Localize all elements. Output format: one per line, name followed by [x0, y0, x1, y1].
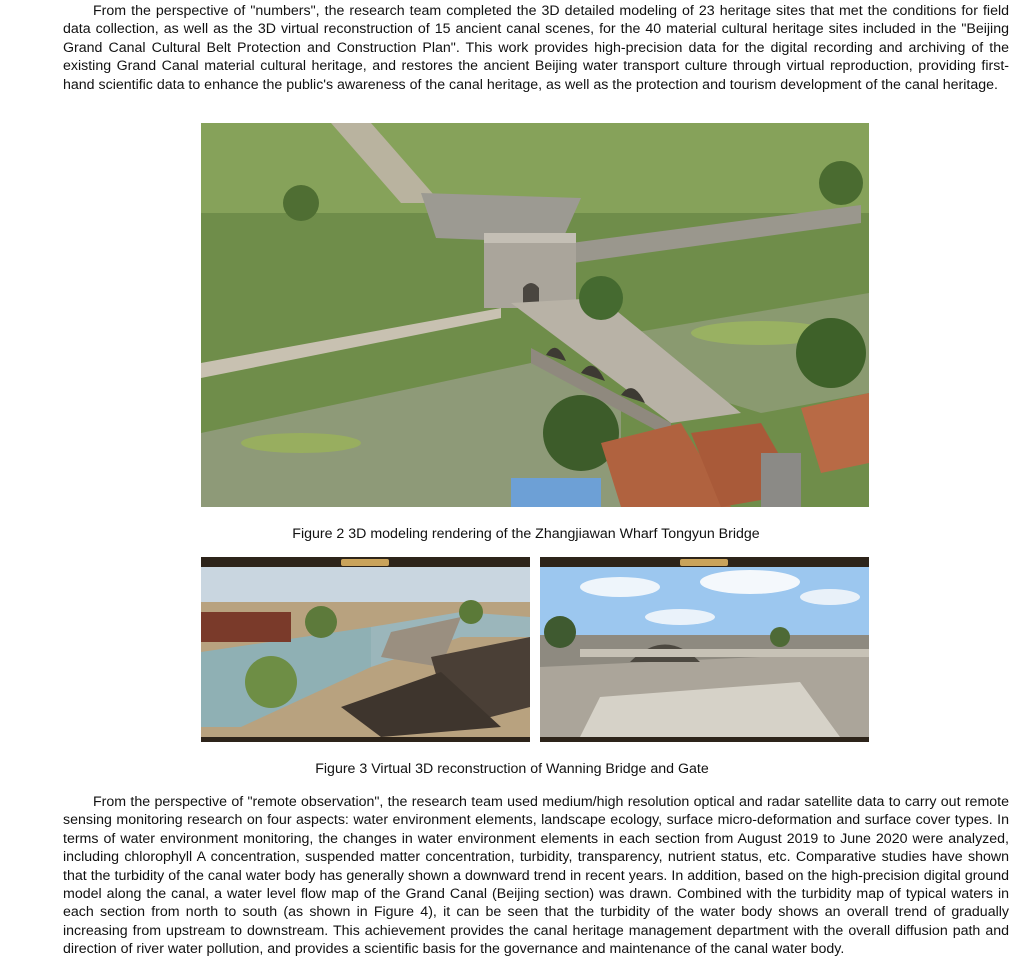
figure-3-caption: Figure 3 Virtual 3D reconstruction of Wanning Bridge and Gate — [315, 761, 709, 777]
figure-2-tongyun-bridge-image — [201, 123, 869, 507]
figure-3-left-reconstruction-image — [201, 557, 530, 742]
body-paragraph-remote-observation: From the perspective of "remote observation", the research team used medium/high resolution optical and radar satellite data to carry out remote sensing monitoring research on four aspects: water environment elements, landscape ecology, surface micro-deformation and surface cover types. In terms of water environment monitoring, the changes in water environment elements in each section from August 2019 to June 2020 were analyzed, including chlorophyll A concentration, suspended matter concentration, turbidity, transparency, nutrient status, etc. Comparative studies have shown that the turbidity of the canal water body has generally shown a downward trend in recent years. In addition, based on the high-precision digital ground model along the canal, a water level flow map of the Grand Canal (Beijing section) was drawn. Combined with the turbidity map of typical waters in each section from north to south (as shown in Figure 4), it can be seen that the turbidity of the water body shows an overall trend of gradually increasing from upstream to downstream. This achievement provides the canal heritage management department with the overall diffusion path and direction of river water pollution, and provides a scientific basis for the governance and maintenance of the canal water body. — [63, 794, 1009, 958]
figure-2-caption: Figure 2 3D modeling rendering of the Zhangjiawan Wharf Tongyun Bridge — [292, 526, 760, 542]
figure-3-right-reconstruction-image — [540, 557, 869, 742]
body-paragraph-numbers: From the perspective of "numbers", the research team completed the 3D detailed modeling of 23 heritage sites that met the conditions for field data collection, as well as the 3D virtual reconstruction of 15 ancient canal scenes, for the 40 material cultural heritage sites included in the "Beijing Grand Canal Cultural Belt Protection and Construction Plan". This work provides high-precision data for the digital recording and archiving of the existing Grand Canal material cultural heritage, and restores the ancient Beijing water transport culture through virtual reproduction, providing first-hand scientific data to enhance the public's awareness of the canal heritage, as well as the protection and tourism development of the canal heritage. — [63, 3, 1009, 93]
